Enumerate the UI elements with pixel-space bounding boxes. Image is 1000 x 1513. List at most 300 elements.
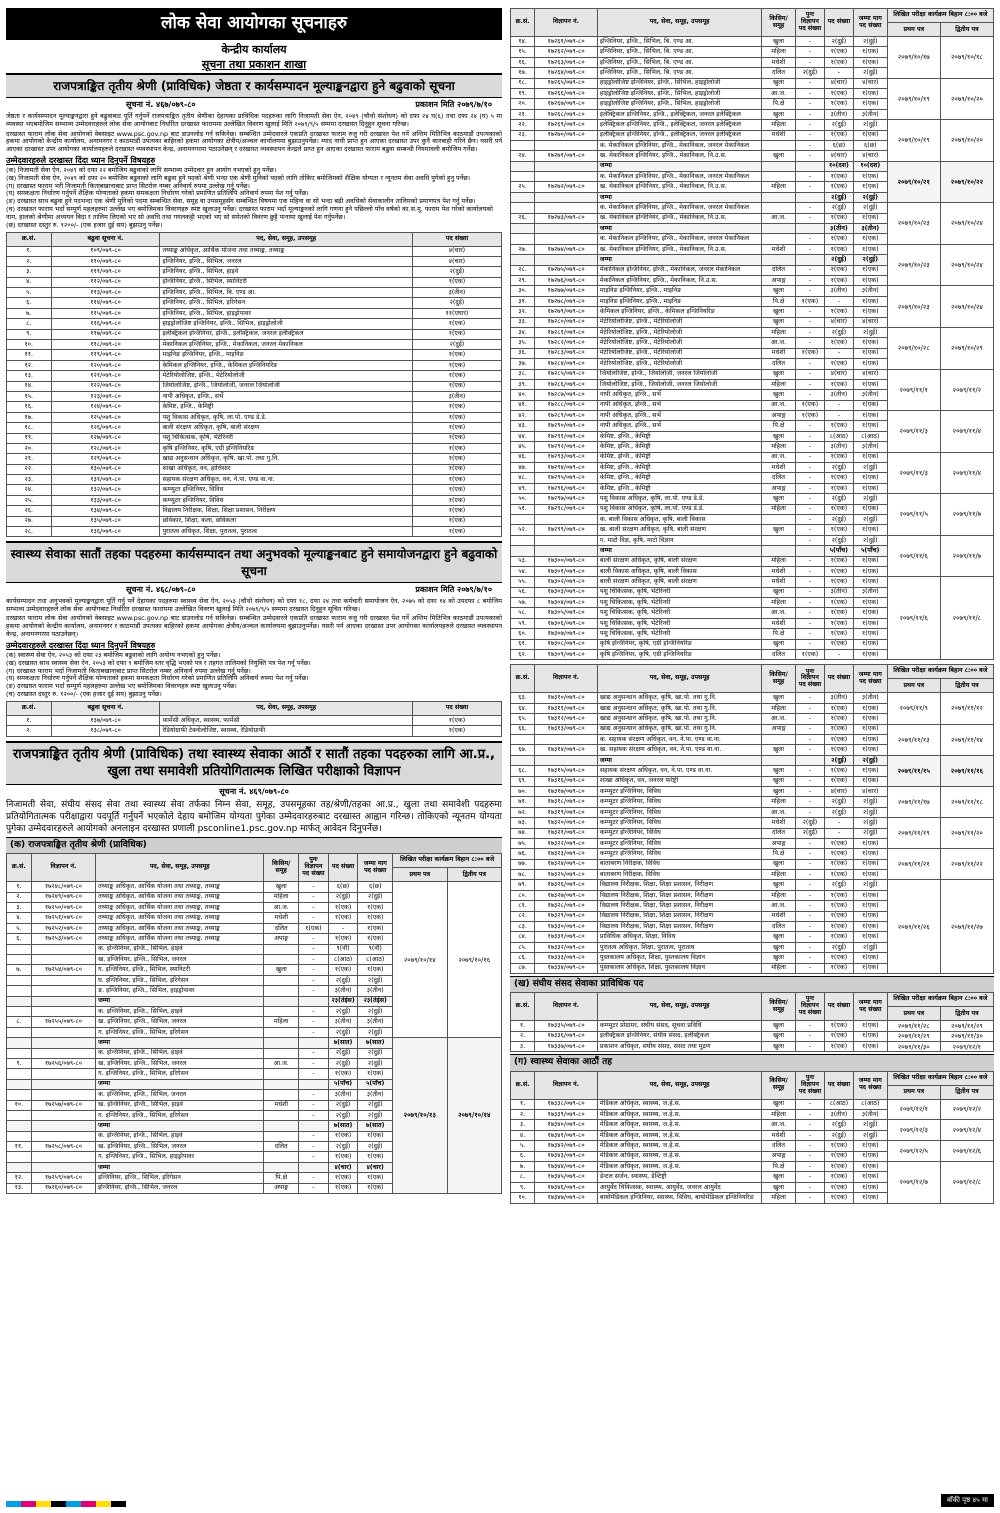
table-cell: ३२. xyxy=(511,307,535,317)
table-cell: १(एक) xyxy=(412,464,501,474)
exam-date-paper1: २०७९/१०/२१ xyxy=(887,161,940,203)
table-cell: ७९. xyxy=(511,880,535,890)
table-cell: २(दुई) xyxy=(328,1006,358,1016)
table-cell xyxy=(762,203,796,213)
exam-date-paper2: २०७९/१०/१६ xyxy=(447,882,502,1038)
table-cell: खुला xyxy=(762,151,796,161)
table-cell: अपाङ्ग xyxy=(762,1151,796,1161)
table-cell: ३(तीन) xyxy=(824,224,853,234)
table-row xyxy=(511,1031,994,1041)
table-cell xyxy=(264,1121,299,1131)
table-cell: ६२. xyxy=(511,650,535,660)
table-cell: ५८. xyxy=(511,608,535,618)
table-cell: केमिष्ट, इन्जि., केमिष्ट्री xyxy=(597,452,761,462)
table-cell: २(दुई) xyxy=(853,327,887,337)
table-cell: ६४. xyxy=(511,703,535,713)
table-cell: - xyxy=(795,922,824,932)
table-cell: २(दुई) xyxy=(358,1006,393,1016)
table-cell: खुला xyxy=(762,859,796,869)
table-cell: - xyxy=(795,880,824,890)
table-cell: १(एक) xyxy=(853,473,887,483)
table-cell: १७३१७/०७९-८० xyxy=(535,786,598,796)
table-cell: १(एक) xyxy=(853,735,887,745)
column-header: बढुवा सूचना नं. xyxy=(51,232,160,246)
table-cell: ४(चार) xyxy=(824,369,853,379)
table-cell: १२५/०७९-८० xyxy=(51,412,160,422)
table-row xyxy=(7,443,502,453)
table-cell: १७२९३/०७९-८० xyxy=(535,452,598,462)
table-cell: खुला xyxy=(762,776,796,786)
table-cell xyxy=(7,975,32,985)
table-cell: १७२८८/०७९-८० xyxy=(535,400,598,410)
table-cell: १७३३४/०७९-८० xyxy=(535,963,598,973)
table-cell xyxy=(7,996,32,1006)
table-cell: १(एक) xyxy=(824,452,853,462)
exam-date-paper2: २०७९/११/३० xyxy=(940,1031,993,1041)
table-cell: १(एक) xyxy=(824,745,853,755)
table-cell: - xyxy=(795,849,824,859)
exam-date-paper2: २०७९/११/२० xyxy=(940,818,993,849)
table-cell: १(एक) xyxy=(853,1172,887,1182)
table-cell: १(एक) xyxy=(824,1162,853,1172)
column-header: क्र.सं. xyxy=(511,1071,535,1099)
table-cell: केमिष्ट, इन्जि., केमिष्ट्री xyxy=(597,483,761,493)
table-cell: केमिकल इन्जिनियर, इन्जि., केमिकल इन्जिनियरिङ xyxy=(597,307,761,317)
table-cell: १(एक) xyxy=(412,319,501,329)
table-cell: १७३२५/०७९-८० xyxy=(535,870,598,880)
section3-notice-no: सूचना नं. ४६९/०७९-८० xyxy=(219,786,289,796)
table-cell: १(एक) xyxy=(358,965,393,975)
table-row xyxy=(511,411,994,421)
table-cell xyxy=(7,1048,32,1058)
table-cell: १(एक) xyxy=(853,400,887,410)
attention-item: (च) दरखास्त दस्तुर रु. १२००/- (एक हजार दुई सय) बुझाउनु पर्नेछ। xyxy=(6,689,162,698)
exam-date-paper2: २०७९/११/७ xyxy=(940,535,993,577)
table-cell: क. मेकानिकल इन्जिनियर, इन्जि., मेकानिकल, जनरल मेकानिकल xyxy=(597,172,761,182)
table-cell: - xyxy=(795,452,824,462)
table-cell: ४२. xyxy=(511,411,535,421)
table-cell: - xyxy=(795,703,824,713)
table-cell: १(एक) xyxy=(853,1193,887,1203)
table-cell: महिला xyxy=(762,870,796,880)
table-cell: - xyxy=(795,359,824,369)
table-cell: १७२७३/०७९-८० xyxy=(535,213,598,223)
table-cell: मेडिकल अधिकृत, स्वास्थ्य, ज.हे.स. xyxy=(597,1162,761,1172)
table-cell: ४. xyxy=(511,1130,535,1140)
section1-table xyxy=(6,232,502,538)
table-cell: क. इन्जिनियर, इन्जि., सिभिल, जनरल xyxy=(96,1090,264,1100)
table-cell: १९. xyxy=(7,433,52,443)
table-cell xyxy=(264,1131,299,1141)
table-cell: पि.क्षे xyxy=(762,849,796,859)
table-cell xyxy=(31,1048,95,1058)
table-cell: कम्प्युटर इन्जिनियर, विविध xyxy=(160,485,412,495)
table-cell: ३(तीन) xyxy=(824,693,853,703)
table-cell: हाइड्रोलोजिष्ट इन्जिनियर, इन्जि., सिभिल, हाइड्रोलोजी xyxy=(160,319,412,329)
total-row xyxy=(511,755,994,765)
table-cell: मेटेरियोलोजिष्ट, इन्जि., मेटेरियोलोजी xyxy=(597,338,761,348)
table-cell: १(एक) xyxy=(853,411,887,421)
table-cell xyxy=(7,1152,32,1162)
table-cell xyxy=(299,1121,329,1131)
table-cell: २(दुई) xyxy=(328,1100,358,1110)
table-cell: १७३४०/०७९-८० xyxy=(535,1120,598,1130)
table-cell: - xyxy=(795,724,824,734)
table-cell: २(दुई) xyxy=(853,818,887,828)
table-cell: २(दुई) xyxy=(853,828,887,838)
table-cell: ६. xyxy=(511,1151,535,1161)
table-cell: ७१. xyxy=(511,797,535,807)
total-row xyxy=(511,161,994,171)
table-cell: १(एक) xyxy=(853,714,887,724)
table-cell: १३. xyxy=(7,371,52,381)
table-cell: इन्जिनियर, इन्जि., सिभिल, हाइवे xyxy=(160,267,412,277)
table-cell xyxy=(264,1048,299,1058)
table-cell xyxy=(762,755,796,765)
table-cell: - xyxy=(824,296,853,306)
table-row xyxy=(511,724,994,734)
table-cell: २(दुई) xyxy=(853,807,887,817)
table-cell: १७२५८/०७९-८० xyxy=(31,1142,95,1152)
table-row xyxy=(7,288,502,298)
table-cell: १. xyxy=(7,246,52,256)
table-cell: पि.क्षे xyxy=(762,99,796,109)
table-cell: १७३३३/०७९-८० xyxy=(535,953,598,963)
table-row xyxy=(511,37,994,47)
column-header: प्रथम पत्र xyxy=(887,1085,940,1099)
table-cell: पशु चिकित्सक, कृषि, भेटेरिनरी xyxy=(597,618,761,628)
section1-para1: जेष्ठता र कार्यसम्पादन मूल्याङ्कनद्वारा हुने बढुवाबाट पूर्ति गर्नुपर्ने राजपत्राङ्कित तृतीय श्रेणीका देहायका प्राविधिक पदहरुका लागि निजामती सेवा ऐन, २०४९ (चौथो संशोधन) को दफा २४ घ(६) तथा दफा २४ (घ) ५ मा व्यवस्था भएबमोजिम सम्भाव्य उम्मेदवारहरुले लोक सेवा आयोगबाट निर्धारित दरखास्त फाराममा उल्लेखित विवरण खुलाई मिति २०७९/९/५ सम्ममा दरखास्त दिनुहुन सूचना गरिन्छ। xyxy=(6,111,502,128)
table-cell: नापी अधिकृत, इन्जि., सर्भे xyxy=(597,421,761,431)
table-cell: दलित xyxy=(264,923,299,933)
table-cell: ग. माटो विज्ञ, कृषि, माटो विज्ञान xyxy=(597,535,761,545)
exam-date-paper2: २०७९/१२/२ xyxy=(940,1099,993,1120)
exam-date-paper1: २०७९/११/१७ xyxy=(887,786,940,817)
column-header: पद, सेवा, समूह, उपसमूह xyxy=(96,854,264,882)
table-cell: ६. xyxy=(7,298,52,308)
table-cell: आ.ज. xyxy=(762,608,796,618)
table-cell: १७२४९/०७९-८० xyxy=(31,892,95,902)
table-cell: ८(आठ) xyxy=(358,955,393,965)
table-cell: दलित xyxy=(264,1142,299,1152)
table-cell: कम्प्युटर इन्जिनियर, विविध xyxy=(597,786,761,796)
table-cell: - xyxy=(299,1058,329,1068)
table-cell: महिला xyxy=(762,327,796,337)
table-cell: १७२६१/०७९-८० xyxy=(535,37,598,47)
table-cell: - xyxy=(795,577,824,587)
exam-date-paper1: २०७९/१०/२८ xyxy=(887,327,940,369)
table-cell: २(दुई) xyxy=(824,1130,853,1140)
table-cell xyxy=(299,1079,329,1089)
table-cell: - xyxy=(795,776,824,786)
column-header: किसिम/समूह xyxy=(264,854,299,882)
table-cell xyxy=(762,234,796,244)
table-cell: १०(दश) xyxy=(853,161,887,171)
table-cell: १२४/०७९-८० xyxy=(51,402,160,412)
table-cell: २८. xyxy=(511,265,535,275)
table-cell: पशु चिकित्सक, कृषि, भेटेरिनरी xyxy=(597,629,761,639)
table-cell: पि.क्षे xyxy=(762,1162,796,1172)
table-row xyxy=(511,1021,994,1031)
table-cell: - xyxy=(795,1042,824,1052)
table-cell: ख. सहायक संरक्षण अधिकृत, वन, ने.पा. एण्ड वा.ना. xyxy=(597,745,761,755)
table-cell: १(एक) xyxy=(824,47,853,57)
table-cell xyxy=(31,1038,95,1048)
table-cell: ३७. xyxy=(511,359,535,369)
exam-date-paper2: २०७९/१०/१४ xyxy=(447,1038,502,1194)
table-cell: १५. xyxy=(7,391,52,401)
table-cell: सहायक संरक्षण अधिकृत, वन, ने.पा. एण्ड वा.ना. xyxy=(160,475,412,485)
table-cell xyxy=(535,192,598,202)
table-cell: १७२९२/०७९-८० xyxy=(535,442,598,452)
table-cell: माइनिङ इन्जिनियर, इन्जि., माइनिङ xyxy=(597,296,761,306)
table-cell: २(दुई) xyxy=(358,1058,393,1068)
table-cell: - xyxy=(795,807,824,817)
column-header: जम्मा माग पद संख्या xyxy=(358,854,393,882)
table-cell: ख. बाली संरक्षण अधिकृत, कृषि, बाली संरक्षण xyxy=(597,525,761,535)
table-cell: मेटेरियोलोजिष्ट, इन्जि., मेटेरियोलोजी xyxy=(597,317,761,327)
table-cell: ३९. xyxy=(511,379,535,389)
table-cell: १२. xyxy=(7,1173,32,1183)
table-cell: ४०. xyxy=(511,390,535,400)
table-cell: १०. xyxy=(7,1100,32,1110)
table-cell: ११(एघार) xyxy=(412,308,501,318)
table-row xyxy=(7,433,502,443)
table-cell: १५. xyxy=(511,47,535,57)
exam-date-paper1: २०७९/११/२६ xyxy=(887,880,940,974)
table-cell: ९. xyxy=(7,1058,32,1068)
table-row xyxy=(7,506,502,516)
table-cell: - xyxy=(795,1021,824,1031)
table-cell: १२०/०७९-८० xyxy=(51,360,160,370)
table-cell: तथ्याङ्क अधिकृत, आर्थिक योजना तथा तथ्याङ्क, तथ्याङ्क xyxy=(96,934,264,944)
table-cell: ४(चार) xyxy=(853,786,887,796)
table-cell: बाली संरक्षण अधिकृत, कृषि, बाली संरक्षण xyxy=(597,556,761,566)
table-row xyxy=(7,350,502,360)
table-cell: १(एक) xyxy=(824,629,853,639)
table-cell: १७२६०/०७९-८० xyxy=(31,1183,95,1193)
table-cell: १४. xyxy=(511,37,535,47)
exam-date-paper1: २०७९/११/१३ xyxy=(887,724,940,755)
table-cell: २(दुई) xyxy=(824,797,853,807)
table-cell: १(एक) xyxy=(853,608,887,618)
table-cell: - xyxy=(795,99,824,109)
table-cell: नापी अधिकृत, इन्जि., सर्भे xyxy=(597,390,761,400)
table-cell: १३३/०७९-८० xyxy=(51,495,160,505)
exam-date-paper2: २०७९/११/४ xyxy=(940,452,993,494)
table-cell: १७३३५/०७९-८० xyxy=(535,1021,598,1031)
table-cell: ७. xyxy=(511,1162,535,1172)
exam-date-paper2: २०७९/११/८ xyxy=(940,577,993,660)
table-cell: अपाङ्ग xyxy=(762,838,796,848)
table-cell: १७२७६/०७९-८० xyxy=(535,275,598,285)
table-cell: रेडियोग्राफी टेक्नोलोजिष्ट, स्वास्थ्य, रेडियोग्राफी xyxy=(160,726,412,736)
table-cell: ३. xyxy=(511,1042,535,1052)
table-cell: ५९. xyxy=(511,618,535,628)
table-cell: १(एक) xyxy=(412,475,501,485)
exam-date-paper1: २०७९/११/३० xyxy=(887,1042,940,1052)
table-cell: १(एक) xyxy=(412,726,501,736)
table-cell: १०. xyxy=(7,340,52,350)
table-cell xyxy=(511,192,535,202)
table-cell: खाद्य अनुसन्धान अधिकृत, कृषि, खा.पो. तथा गु.नि. xyxy=(597,724,761,734)
table-cell: ११०/०७९-८० xyxy=(51,256,160,266)
table-cell: छविकार, शिक्षा, कला, छविकला xyxy=(160,516,412,526)
table-cell: खाद्य अनुसन्धान अधिकृत, कृषि, खा.पो. तथा गु.नि. xyxy=(597,714,761,724)
table-cell: १७२८३/०७९-८० xyxy=(535,348,598,358)
table-cell: - xyxy=(795,286,824,296)
table-cell: खुला xyxy=(762,766,796,776)
table-cell: २. xyxy=(7,726,52,736)
table-cell: - xyxy=(795,473,824,483)
table-cell: २८. xyxy=(7,527,52,537)
table-cell: १७२९७/०७९-८० xyxy=(535,494,598,504)
table-cell: १(एक) xyxy=(853,639,887,649)
table-cell xyxy=(264,955,299,965)
table-row xyxy=(7,423,502,433)
table-cell: १(एक) xyxy=(853,650,887,660)
table-cell: ६(छ) xyxy=(853,140,887,150)
exam-date-paper1: २०७९/११/५ xyxy=(887,494,940,536)
column-header: बढुवा सूचना नं. xyxy=(51,701,160,715)
table-cell: १(एक) xyxy=(853,566,887,576)
table-cell: १७२५२/०७९-८० xyxy=(31,923,95,933)
table-cell: २(दुई) xyxy=(824,494,853,504)
table-cell: ६३. xyxy=(511,693,535,703)
table-cell: १७३१८/०७९-८० xyxy=(535,797,598,807)
table-cell: मधेशी xyxy=(762,618,796,628)
table-cell: ४१. xyxy=(511,400,535,410)
table-cell: ८. xyxy=(7,319,52,329)
table-cell: १(एक) xyxy=(853,172,887,182)
table-cell xyxy=(31,1006,95,1016)
table-cell: मधेशी xyxy=(762,818,796,828)
table-cell: १७२६३/०७९-८० xyxy=(535,57,598,67)
table-cell: - xyxy=(795,37,824,47)
table-cell: - xyxy=(795,421,824,431)
table-cell: कम्प्युटर इन्जिनियर, विविध xyxy=(597,797,761,807)
table-cell: ख. इन्जिनियर, इन्जि., सिभिल, जनरल xyxy=(96,1142,264,1152)
table-cell: इन्जिनियर, इन्जि., सिभिल, जनरल xyxy=(96,1183,264,1193)
table-cell: १४. xyxy=(7,381,52,391)
table-cell: - xyxy=(795,587,824,597)
table-cell xyxy=(31,955,95,965)
exam-date-paper1: २०७९/१०/१४ xyxy=(393,882,447,1038)
table-cell: १(एक) xyxy=(853,182,887,192)
table-cell: इलेक्ट्रिकल इन्जिनियर, इन्जि., इलेक्ट्रिकल, जनरल इलेक्ट्रिकल xyxy=(597,130,761,140)
table-cell: ५. xyxy=(7,923,32,933)
table-cell: खाद्य अनुसन्धान अधिकृत, कृषि, खा.पो. तथा गु.नि. xyxy=(597,703,761,713)
table-cell: - xyxy=(795,629,824,639)
table-cell: ख. मेकानिकल इन्जिनियर, इन्जि., मेकानिकल, नि.उ.स. xyxy=(597,182,761,192)
table-cell xyxy=(31,944,95,954)
table-cell: १७२८०/०७९-८० xyxy=(535,317,598,327)
table-row xyxy=(511,849,994,859)
section1-para2: दरखास्त फाराम लोक सेवा आयोगको वेबसाइट www.psc.gov.np बाट डाउनलोड गर्न सकिनेछ। सम्बन्धित उम्मेदवारले एकप्रति दरखास्त फाराम रुजु गरी दरखास्त पेश गर्ने अन्तिम मितिभित्र काठमाडौं उपत्यकाको हकमा आयोगको केन्द्रीय कार्यालय, अनामनगर र काठमाडौं उपत्यका बाहिरको हकमा आयोगका क्षेत्रीय/अञ्चल कार्यालयमा बुझाउनुपर्नेछ। म्याद नाघी प्राप्त हुन आएका दरखास्त उपर कुनै कारबाही गरिने छैन। यसरी पर्न आएका दरखास्त उपर आयोगका कार्यालयहरुले दरखास्त व्यवस्थापन केन्द्र, अनामनगरमा पठाउनेछन् र दरखास्त व्यवस्थापन केन्द्रले प्राप्त हुन आएका दरखास्त फाराम बढुवा सम्बन्धी नियमावली बमोजिम गर्नेछ। xyxy=(6,129,502,154)
table-cell: १७३०६/०७९-८० xyxy=(535,618,598,628)
table-cell xyxy=(7,1006,32,1016)
table-cell: ३४. xyxy=(511,327,535,337)
table-cell: १(एक) xyxy=(824,838,853,848)
table-cell: आ.ज. xyxy=(762,807,796,817)
table-cell: १२७/०७९-८० xyxy=(51,433,160,443)
table-cell: ४(चार) xyxy=(824,786,853,796)
column-header: पद, सेवा, समूह, उपसमूह xyxy=(597,665,761,693)
table-cell: १७३३१/०७९-८० xyxy=(535,932,598,942)
table-cell: १(एक) xyxy=(824,234,853,244)
table-cell: जम्मा xyxy=(597,255,761,265)
table-cell: १७३३६/०७९-८० xyxy=(535,1031,598,1041)
table-cell: १(एक) xyxy=(824,307,853,317)
table-cell: १(एक) xyxy=(412,412,501,422)
table-cell: ३(तीन) xyxy=(853,587,887,597)
table-cell: २(दुई) xyxy=(328,892,358,902)
table-cell: पुरातत्व अधिकृत, शिक्षा, पुरातत्व, पुरातत्व xyxy=(597,942,761,952)
column-header: लिखित परीक्षा कार्यक्रम बिहान ८:०० बजे xyxy=(393,854,502,868)
table-cell: ४(चार) xyxy=(853,369,887,379)
table-cell: १(एक) xyxy=(824,1042,853,1052)
table-cell: मेटेरियोलोजिष्ट, इन्जि., मेटेरियोलोजी xyxy=(160,371,412,381)
table-cell: १(एक) xyxy=(795,411,824,421)
table-cell: इन्जिनियर, इन्जि., सिभिल, जनरल xyxy=(160,256,412,266)
table-cell: २९. xyxy=(511,275,535,285)
exam-date-paper2: २०७९/१२/८ xyxy=(940,1162,993,1204)
table-cell: कृषि इन्जिनियर, कृषि, एग्री इन्जिनियरिङ xyxy=(597,639,761,649)
table-cell xyxy=(264,944,299,954)
table-cell: २५. xyxy=(511,182,535,192)
table-cell: मेकानिकल इन्जिनियर, इन्जि., मेकानिकल, जनरल मेकानिकल xyxy=(597,265,761,275)
table-cell: आयुर्वेद चिकित्सक, स्वास्थ्य, आयुर्वेद, जनरल आयुर्वेद xyxy=(597,1182,761,1192)
table-cell: ङ. इन्जिनियर, इन्जि., सिभिल, हाइड्रोपावर xyxy=(96,986,264,996)
table-cell: - xyxy=(795,693,824,703)
table-cell: १७२७०/०७९-८० xyxy=(535,130,598,140)
table-cell xyxy=(535,203,598,213)
table-cell: २(दुई) xyxy=(824,514,853,524)
table-cell: तथ्याङ्क अधिकृत, आर्थिक योजना तथा तथ्याङ्क, तथ्याङ्क xyxy=(96,882,264,892)
table-row xyxy=(7,340,502,350)
table-cell: २४. xyxy=(511,151,535,161)
table-cell: १(एक) xyxy=(824,870,853,880)
table-cell xyxy=(7,1090,32,1100)
band-c: (ग) स्वास्थ्य सेवाका आठौं तह xyxy=(510,1054,994,1070)
exam-date-paper2: २०७९/१०/२४ xyxy=(940,244,993,286)
table-cell: १(एक) xyxy=(853,307,887,317)
table-cell: १७२७९/०७९-८० xyxy=(535,307,598,317)
table-cell: १(एक) xyxy=(824,359,853,369)
table-cell: १७२६४/०७९-८० xyxy=(535,68,598,78)
table-cell: - xyxy=(795,1120,824,1130)
table-cell: दलित xyxy=(762,650,796,660)
table-cell: ६९. xyxy=(511,776,535,786)
table-cell: आ.ज. xyxy=(264,903,299,913)
table-cell: - xyxy=(795,338,824,348)
table-cell xyxy=(511,755,535,765)
column-header: द्वितीय पत्र xyxy=(940,23,993,37)
table-cell: तथ्याङ्क अधिकृत, आर्थिक योजना तथा तथ्याङ्क, तथ्याङ्क xyxy=(160,246,412,256)
table-cell: - xyxy=(795,838,824,848)
table-cell: खुला xyxy=(762,932,796,942)
table-cell: - xyxy=(795,942,824,952)
table-cell: ६१. xyxy=(511,639,535,649)
table-cell: बायोमेडिकल इन्जिनियर, स्वास्थ्य, विविध, बायोमेडिकल इन्जिनियरिङ xyxy=(597,1193,761,1203)
table-cell: १(एक) xyxy=(853,1162,887,1172)
table-cell: १(एक) xyxy=(795,650,824,660)
table-cell: २(दुई) xyxy=(853,797,887,807)
table-cell: १(एक) xyxy=(853,275,887,285)
table-cell xyxy=(264,1038,299,1048)
table-cell: खुला xyxy=(762,286,796,296)
table-cell: ३. xyxy=(7,267,52,277)
